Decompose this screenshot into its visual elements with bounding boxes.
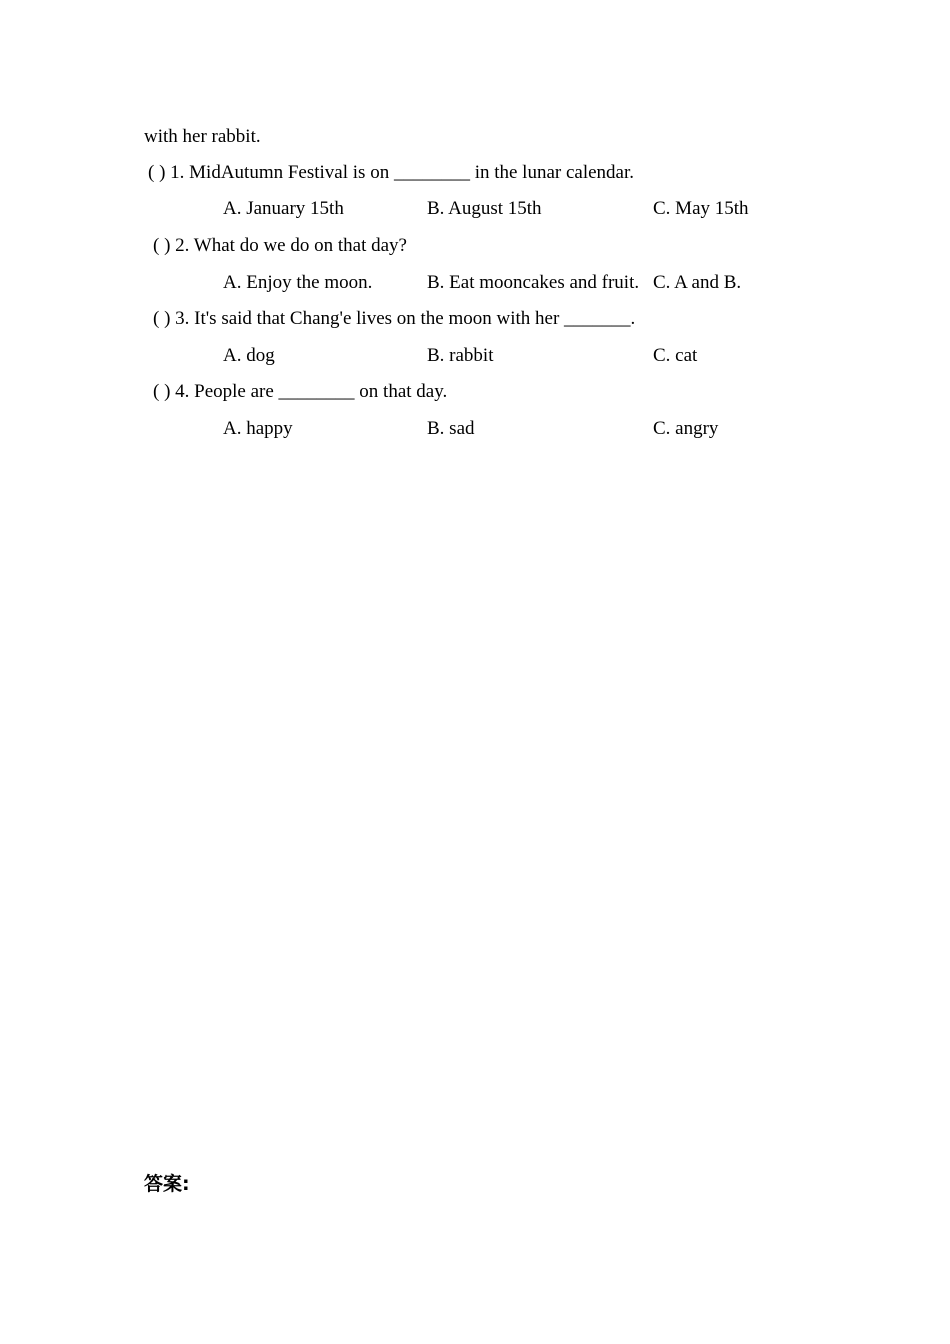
- question-4-option-a: A. happy: [223, 418, 293, 439]
- question-3-option-a: A. dog: [223, 345, 275, 366]
- answers-title: 答案:: [144, 1173, 190, 1195]
- question-4-option-c: C. angry: [653, 418, 719, 439]
- question-1-stem: ( ) 1. MidAutumn Festival is on ________ in the lunar calendar.: [148, 162, 635, 183]
- question-1-option-a: A. January 15th: [223, 198, 344, 219]
- question-1-option-b: B. August 15th: [427, 198, 542, 219]
- question-3-option-c: C. cat: [653, 345, 698, 366]
- question-2-option-b: B. Eat mooncakes and fruit.: [427, 272, 640, 293]
- question-2-stem: ( ) 2. What do we do on that day?: [153, 235, 407, 256]
- question-4-option-b: B. sad: [427, 418, 475, 439]
- question-4-stem: ( ) 4. People are ________ on that day.: [153, 381, 448, 402]
- passage-tail: with her rabbit.: [144, 126, 261, 147]
- question-3-stem: ( ) 3. It's said that Chang'e lives on the moon with her _______.: [153, 308, 636, 329]
- question-2-option-c: C. A and B.: [653, 272, 742, 293]
- question-3-option-b: B. rabbit: [427, 345, 494, 366]
- question-1-option-c: C. May 15th: [653, 198, 749, 219]
- question-2-option-a: A. Enjoy the moon.: [223, 272, 373, 293]
